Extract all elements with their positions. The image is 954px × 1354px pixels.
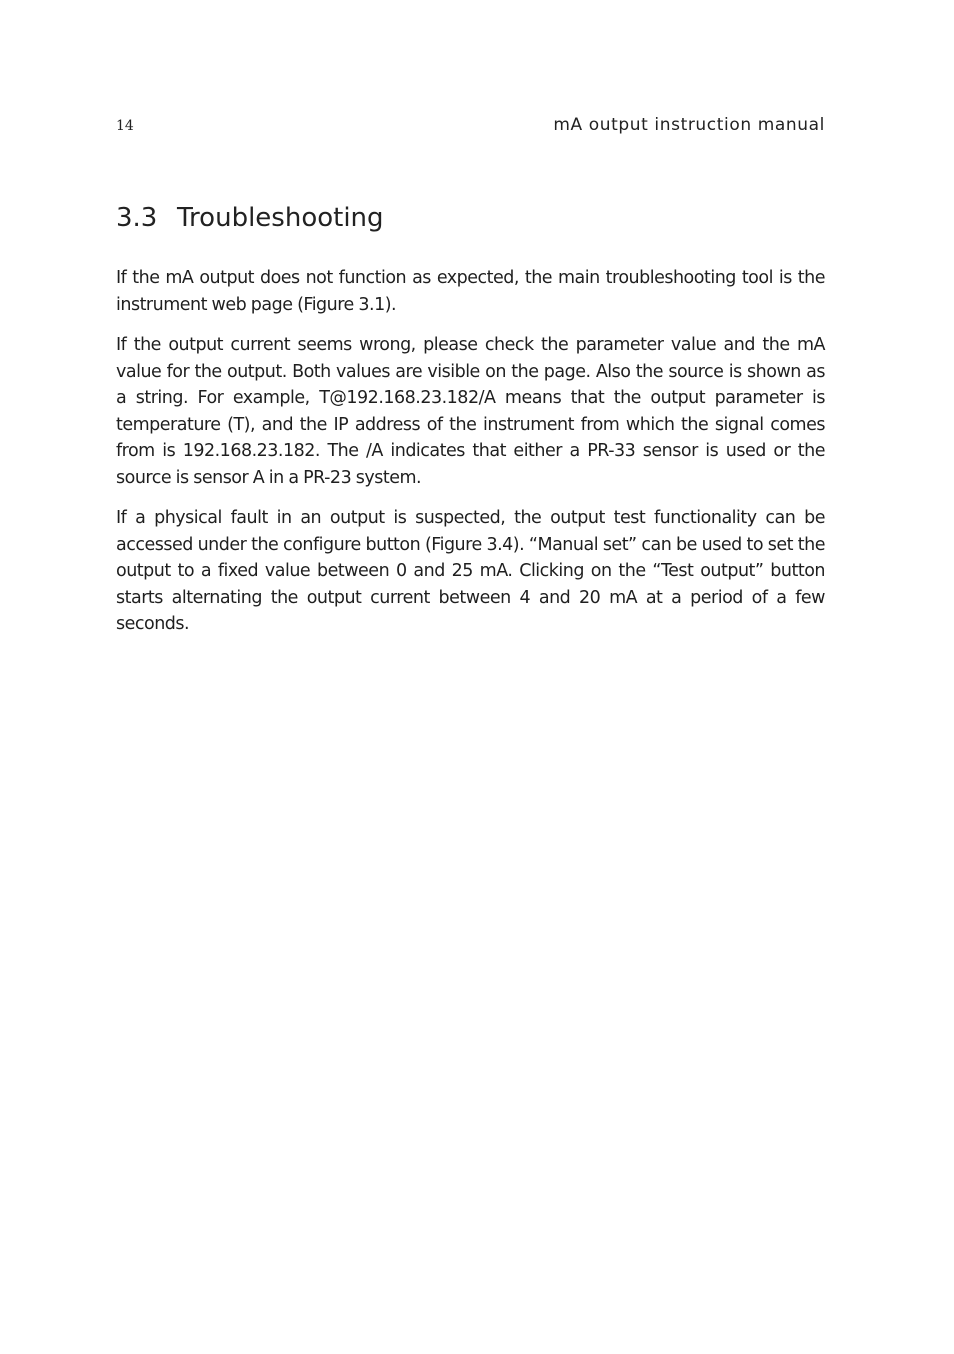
paragraph: If the output current seems wrong, please check the parameter value and the mA value for the output. Both values are visible on the page. Also the source is shown as a string. For example, T@192.168.23.182/A means that the output parameter is temperature (T), and the IP address of the instrument from which the signal comes from is 192.168.23.182. The /A indicates that either a PR-33 sensor is used or the source is sensor A in a PR-23 system. <box>116 335 825 488</box>
running-header: mA output instruction manual <box>553 115 825 135</box>
section-heading <box>116 203 384 233</box>
section-number: 3.3 <box>116 203 158 233</box>
paragraph: If a physical fault in an output is suspected, the output test functionality can be accessed under the configure button (Figure 3.4). “Manual set” can be used to set the output to a fixed value between 0 and 25 mA. Clicking on the “Test output” button starts alternating the output current between 4 and 20 mA at a period of a few seconds. <box>116 508 825 634</box>
body-text <box>116 265 825 652</box>
page-number: 14 <box>116 118 134 134</box>
paragraph: If the mA output does not function as expected, the main troubleshooting tool is the instrument web page (Figure 3.1). <box>116 268 825 315</box>
section-title: Troubleshooting <box>177 203 384 233</box>
